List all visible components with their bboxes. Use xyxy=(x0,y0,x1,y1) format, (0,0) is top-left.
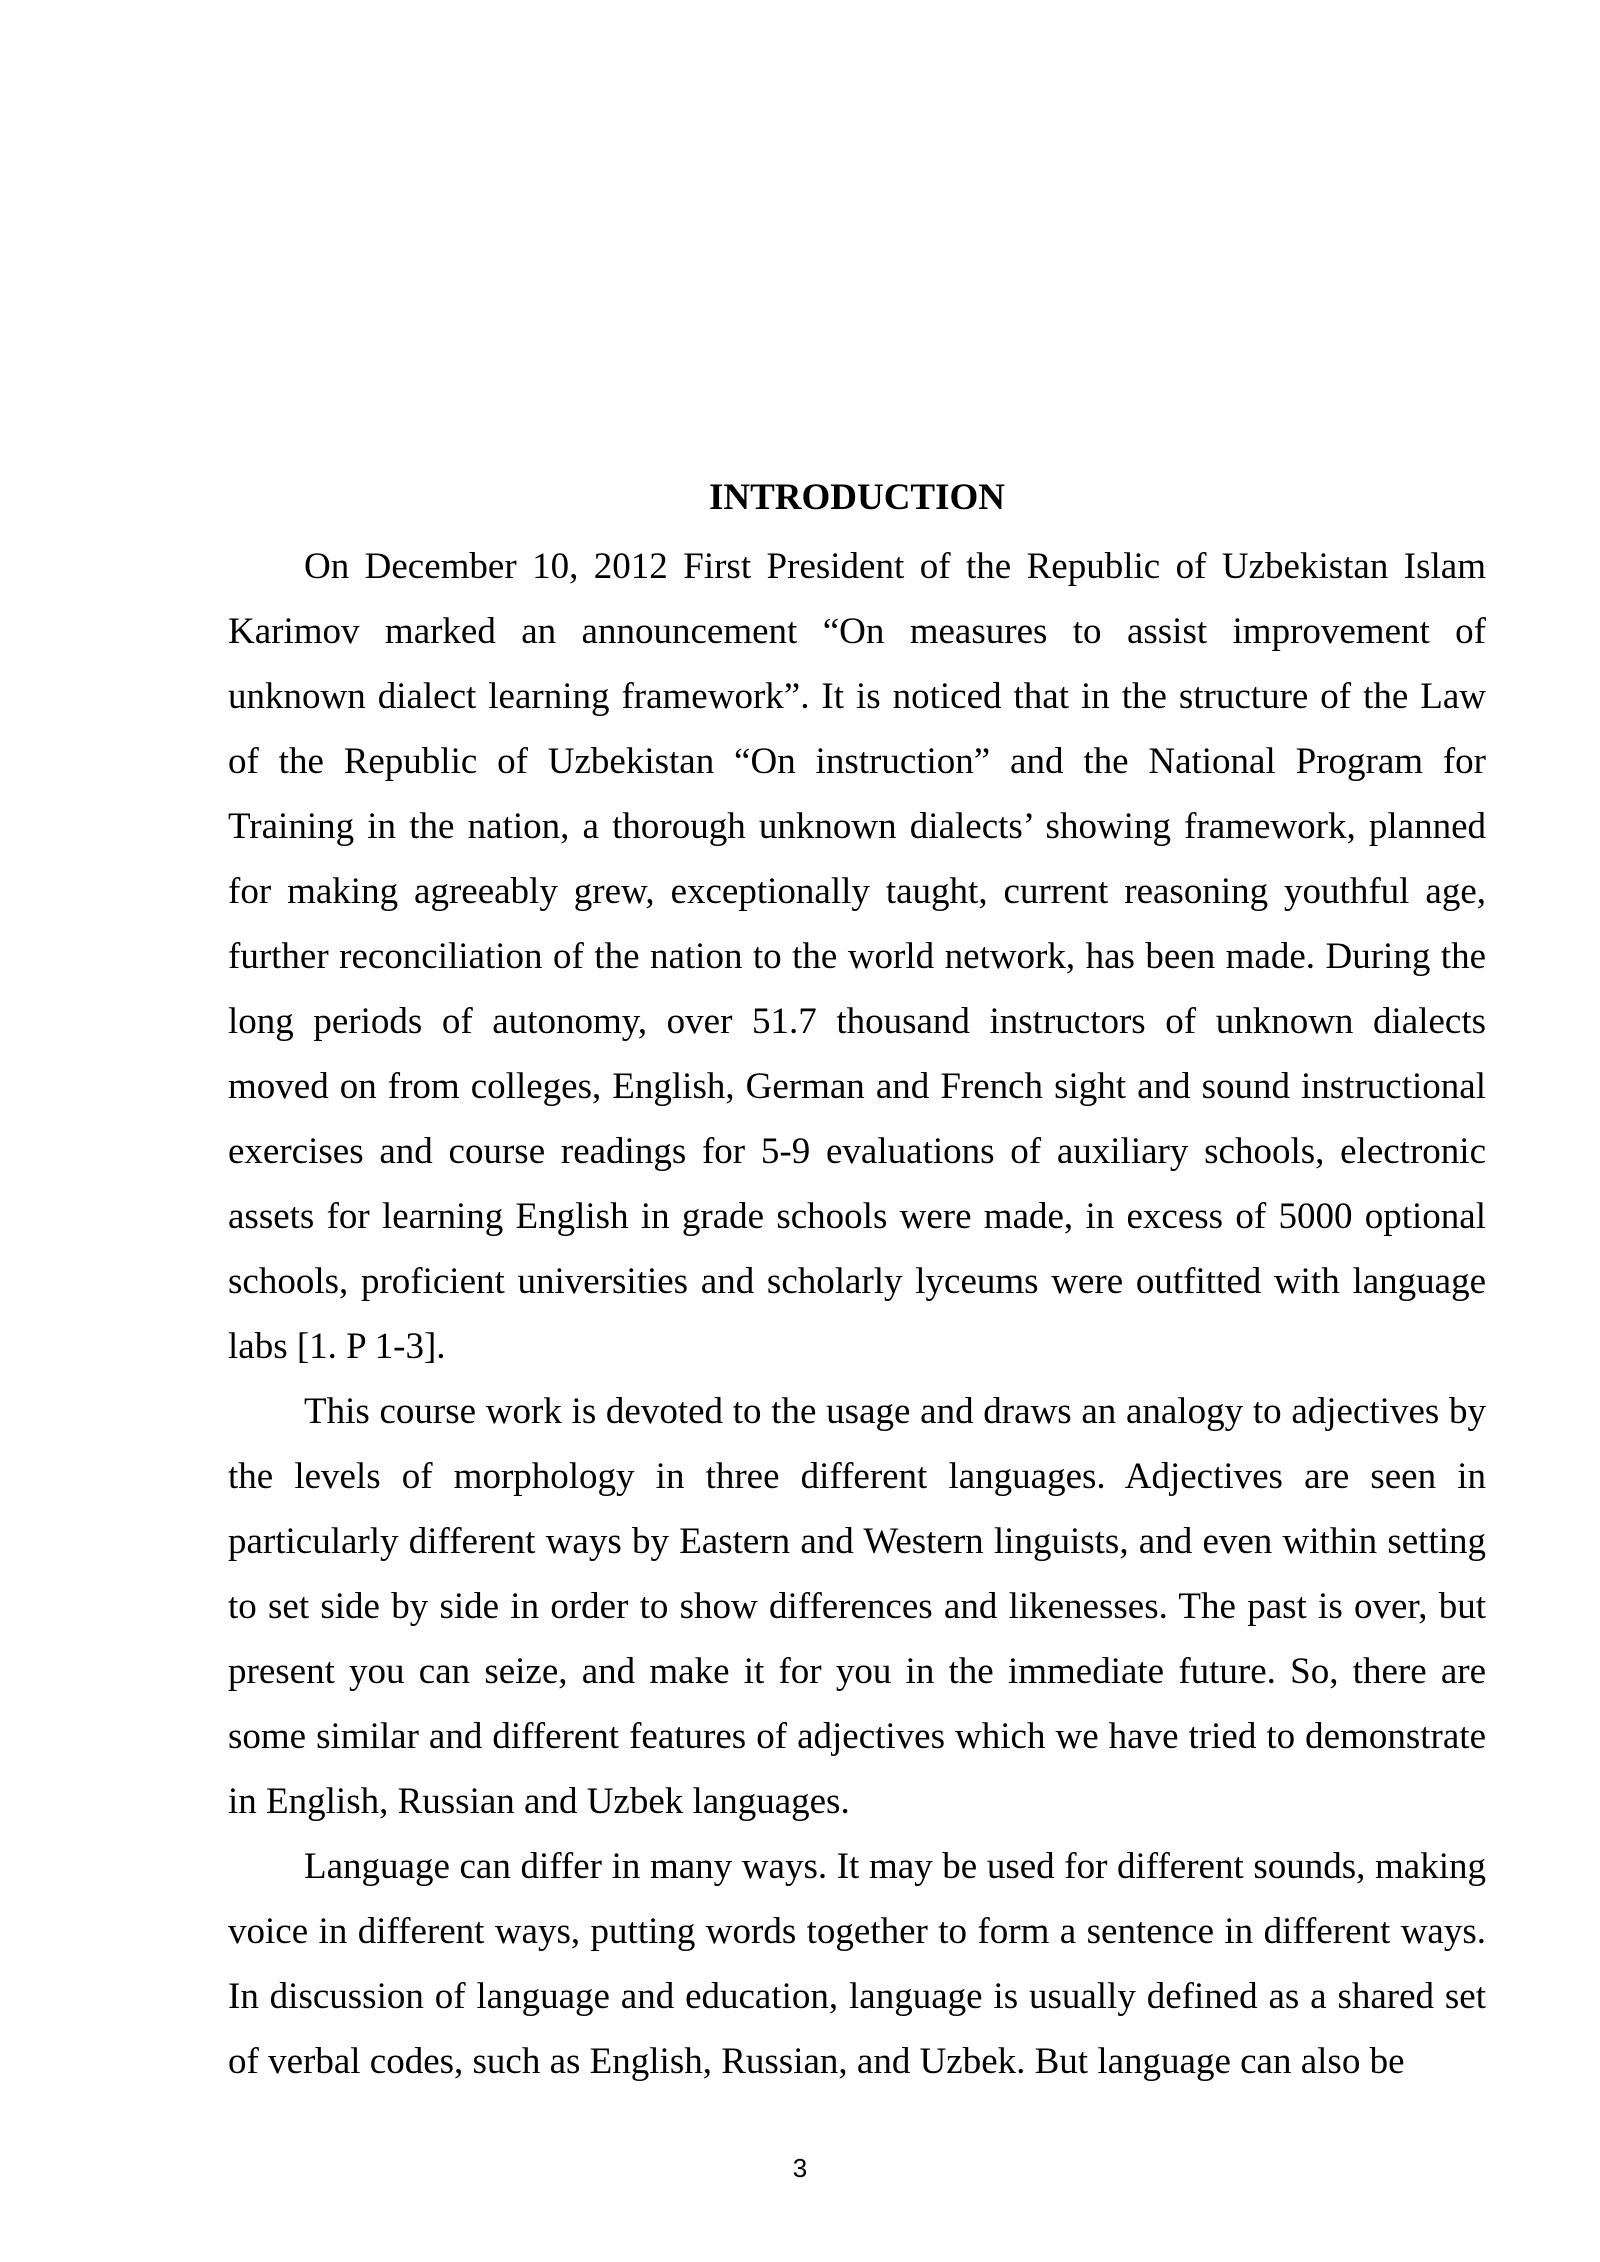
paragraph-3: Language can differ in many ways. It may be used for different sounds, making voice in different ways, putting words together to form a sentence in different ways. In discussion of language and education, language is usually defined as a shared set of verbal codes, such as English, Russian, and Uzbek. But language can also be xyxy=(228,1846,1486,2082)
paragraph-1: On December 10, 2012 First President of the Republic of Uzbekistan Islam Karimov marked an announcement “On measures to assist improvement of unknown dialect learning framework”. It is noticed that in the structure of the Law of the Republic of Uzbekistan “On instruction” and the National Program for Training in the nation, a thorough unknown dialects’ showing framework, planned for making agreeably grew, exceptionally taught, current reasoning youthful age, further reconciliation of the nation to the world network, has been made. During the long periods of autonomy, over 51.7 thousand instructors of unknown dialects moved on from colleges, English, German and French sight and sound instructional exercises and course readings for 5-9 evaluations of auxiliary schools, electronic assets for learning English in grade schools were made, in excess of 5000 optional schools, proficient universities and scholarly lyceums were outfitted with language labs [1. P 1-3]. xyxy=(228,546,1486,1367)
section-heading: INTRODUCTION xyxy=(708,477,1006,518)
page-content xyxy=(228,470,1486,2094)
paragraph-2: This course work is devoted to the usage and draws an analogy to adjectives by the levels of morphology in three different languages. Adjectives are seen in particularly different ways by Eastern and Western linguists, and even within setting to set side by side in order to show differences and likenesses. The past is over, but present you can seize, and make it for you in the immediate future. So, there are some similar and different features of adjectives which we have tried to demonstrate in English, Russian and Uzbek languages. xyxy=(228,1391,1486,1822)
page-number: 3 xyxy=(792,2153,808,2183)
